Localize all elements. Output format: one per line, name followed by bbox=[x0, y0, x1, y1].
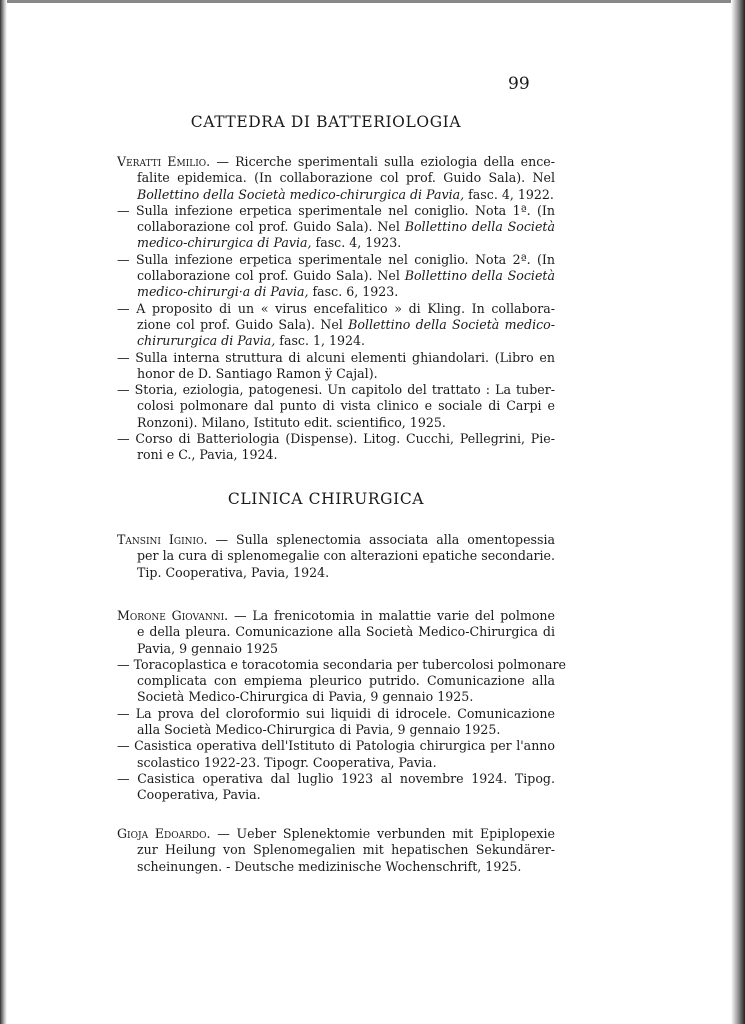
bibliography-morone bbox=[117, 608, 566, 804]
author-name: Veratti Emilio. bbox=[117, 154, 211, 169]
bibliography-entry bbox=[117, 738, 555, 771]
bibliography-entry bbox=[117, 301, 555, 350]
line-text: colosi polmonare dal punto di vista clinico e sociale di Carpi e bbox=[137, 398, 555, 414]
bibliography-entry bbox=[117, 382, 555, 431]
entry-line bbox=[117, 187, 555, 203]
line-text: Ronzoni). Milano, Istituto edit. scientifico, 1925. bbox=[137, 414, 446, 430]
scan-left-edge bbox=[0, 0, 7, 1024]
bibliography-entry bbox=[117, 826, 555, 875]
scan-right-edge bbox=[731, 0, 745, 1024]
line-text: zione col prof. Guido Sala). Nel bbox=[137, 316, 349, 332]
line-text: scolastico 1922-23. Tipogr. Cooperativa, Pavia. bbox=[137, 754, 437, 770]
journal-title: medico-chirurgi·a di Pavia, bbox=[137, 284, 309, 300]
entry-line bbox=[117, 415, 555, 431]
line-text: — A proposito di un « virus encefalitico » di Kling. In collabora- bbox=[117, 300, 555, 316]
line-text: zur Heilung von Splenomegalien mit hepatischen Sekundärer- bbox=[137, 842, 555, 858]
entry-line bbox=[117, 333, 555, 349]
entry-line bbox=[117, 366, 555, 382]
line-text: — Ricerche sperimentali sulla eziologia della ence- bbox=[210, 154, 556, 169]
line-text: — Toracoplastica e toracotomia secondaria per tubercolosi polmonare bbox=[117, 656, 566, 672]
entry-line bbox=[117, 706, 555, 722]
line-text: — Corso di Batteriologia (Dispense). Litog. Cucchi, Pellegrini, Pie- bbox=[117, 431, 555, 447]
entry-line bbox=[117, 317, 555, 333]
entry-line bbox=[117, 565, 555, 581]
author-name: Gioja Edoardo. bbox=[117, 826, 211, 841]
journal-title: Bollettino della Società bbox=[404, 219, 555, 235]
line-text: — Storia, eziologia, patogenesi. Un capitolo del trattato : La tuber- bbox=[117, 382, 555, 398]
entry-line bbox=[117, 755, 555, 771]
line-text: fasc. 4, 1923. bbox=[311, 235, 402, 251]
entry-line bbox=[117, 350, 555, 366]
entry-line bbox=[117, 656, 566, 673]
author-name: Morone Giovanni. bbox=[117, 608, 229, 623]
entry-line bbox=[117, 203, 555, 219]
entry-line bbox=[117, 447, 555, 463]
line-text: — La prova del cloroformio sui liquidi di idrocele. Comunicazione bbox=[117, 705, 555, 721]
bibliography-tansini bbox=[117, 532, 555, 581]
entry-line bbox=[117, 673, 555, 689]
line-text: fasc. 1, 1924. bbox=[275, 333, 366, 349]
bibliography-entry bbox=[117, 350, 555, 383]
entry-line bbox=[117, 608, 555, 624]
line-text: Tip. Cooperativa, Pavia, 1924. bbox=[137, 564, 330, 580]
entry-line bbox=[117, 532, 555, 548]
entry-line bbox=[117, 301, 555, 317]
line-text: Cooperativa, Pavia. bbox=[137, 787, 261, 803]
bibliography-entry bbox=[117, 154, 555, 203]
bibliography-gioja bbox=[117, 826, 555, 875]
line-text: falite epidemica. (In collaborazione col prof. Guido Sala). Nel bbox=[137, 170, 555, 186]
bibliography-entry bbox=[117, 252, 555, 301]
line-text: Società Medico-Chirurgica di Pavia, 9 gennaio 1925. bbox=[137, 689, 474, 705]
line-text: — Casistica operativa dell'Istituto di Patologia chirurgica per l'anno bbox=[117, 738, 555, 754]
entry-line bbox=[117, 624, 555, 640]
line-text: alla Società Medico-Chirurgica di Pavia, 9 gennaio 1925. bbox=[137, 722, 501, 738]
journal-title: chirururgica di Pavia, bbox=[137, 333, 276, 349]
entry-line bbox=[117, 235, 555, 251]
line-text: honor de D. Santiago Ramon ÿ Cajal). bbox=[137, 365, 378, 381]
bibliography-veratti bbox=[117, 154, 555, 464]
entry-line bbox=[117, 219, 555, 235]
bibliography-entry bbox=[117, 431, 555, 464]
bibliography-entry bbox=[117, 656, 566, 706]
journal-title: Bollettino della Società medico-chirurgica di Pavia, bbox=[137, 186, 465, 202]
entry-line bbox=[117, 842, 555, 858]
line-text: — Ueber Splenektomie verbunden mit Epiplopexie bbox=[210, 826, 555, 841]
entry-line bbox=[117, 722, 555, 738]
line-text: — Sulla splenectomia associata alla omentopessia bbox=[207, 532, 555, 547]
section-heading-batteriologia: CATTEDRA DI BATTERIOLOGIA bbox=[190, 113, 462, 131]
line-text: collaborazione col prof. Guido Sala). Nel bbox=[137, 219, 405, 235]
entry-line bbox=[117, 548, 555, 564]
line-text: per la cura di splenomegalie con alterazioni epatiche secondarie. bbox=[137, 548, 555, 564]
entry-line bbox=[117, 641, 555, 657]
line-text: — Sulla infezione erpetica sperimentale nel coniglio. Nota 2ª. (In bbox=[117, 251, 555, 267]
bibliography-entry bbox=[117, 532, 555, 581]
line-text: fasc. 4, 1922. bbox=[464, 186, 554, 202]
bibliography-entry bbox=[117, 203, 555, 252]
journal-title: medico-chirurgica di Pavia, bbox=[137, 235, 312, 251]
entry-line bbox=[117, 787, 555, 803]
line-text: — Sulla infezione erpetica sperimentale nel coniglio. Nota 1ª. (In bbox=[117, 202, 555, 218]
entry-line bbox=[117, 268, 555, 284]
bibliography-entry bbox=[117, 706, 555, 739]
line-text: — La frenicotomia in malattie varie del polmone bbox=[228, 608, 555, 623]
entry-line bbox=[117, 859, 555, 875]
entry-line bbox=[117, 771, 555, 787]
line-text: e della pleura. Comunicazione alla Società Medico-Chirurgica di bbox=[137, 624, 555, 640]
entry-line bbox=[117, 154, 555, 170]
entry-line bbox=[117, 826, 555, 842]
bibliography-entry bbox=[117, 608, 555, 657]
entry-line bbox=[117, 738, 555, 754]
page-number: 99 bbox=[508, 74, 530, 94]
journal-title: Bollettino della Società medico- bbox=[348, 316, 555, 332]
entry-line bbox=[117, 252, 555, 268]
line-text: complicata con empiema pleurico putrido. Comunicazione alla bbox=[137, 673, 555, 689]
line-text: scheinungen. - Deutsche medizinische Wochenschrift, 1925. bbox=[137, 858, 522, 874]
line-text: roni e C., Pavia, 1924. bbox=[137, 447, 278, 463]
line-text: Pavia, 9 gennaio 1925 bbox=[137, 640, 278, 656]
entry-line bbox=[117, 284, 555, 300]
entry-line bbox=[117, 398, 555, 414]
line-text: collaborazione col prof. Guido Sala). Nel bbox=[137, 268, 405, 284]
line-text: — Casistica operativa dal luglio 1923 al novembre 1924. Tipog. bbox=[117, 770, 555, 786]
journal-title: Bollettino della Società bbox=[404, 268, 555, 284]
section-heading-clinica-chirurgica: CLINICA CHIRURGICA bbox=[227, 490, 425, 508]
entry-line bbox=[117, 689, 555, 705]
line-text: fasc. 6, 1923. bbox=[308, 284, 399, 300]
bibliography-entry bbox=[117, 771, 555, 804]
entry-line bbox=[117, 431, 555, 447]
line-text: — Sulla interna struttura di alcuni elementi ghiandolari. (Libro en bbox=[117, 349, 555, 365]
scan-top-edge bbox=[0, 0, 745, 3]
entry-line bbox=[117, 382, 555, 398]
author-name: Tansini Iginio. bbox=[117, 532, 208, 547]
entry-line bbox=[117, 170, 555, 186]
